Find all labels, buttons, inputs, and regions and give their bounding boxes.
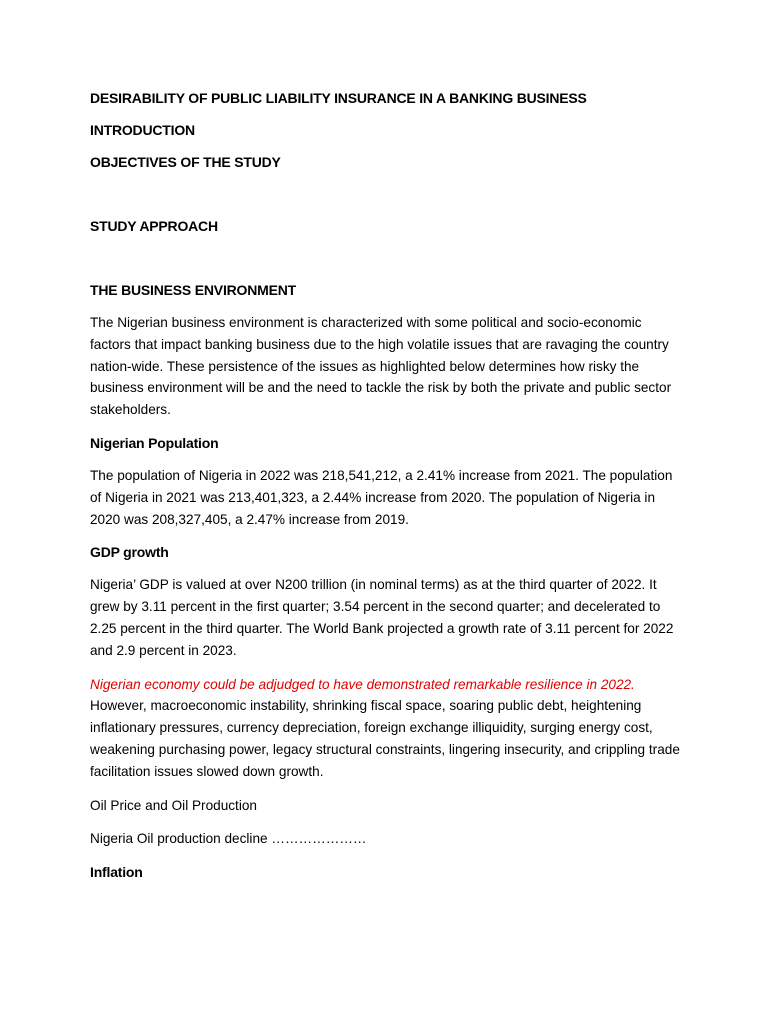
business-environment-heading: THE BUSINESS ENVIRONMENT (90, 282, 296, 298)
document-title: DESIRABILITY OF PUBLIC LIABILITY INSURANCE IN A BANKING BUSINESS (90, 90, 587, 106)
population-paragraph: The population of Nigeria in 2022 was 218,541,212, a 2.41% increase from 2021. The population of Nigeria in 2021 was 213,401,323, a 2.44% increase from 2020. The population of Nigeria in 2020 was 208,327,405, a 2.47% increase from 2019. (90, 467, 673, 527)
oil-decline-line: Nigeria Oil production decline ………………… (90, 831, 367, 847)
oil-heading: Oil Price and Oil Production (90, 797, 257, 813)
document-page (90, 88, 682, 882)
objectives-heading: OBJECTIVES OF THE STUDY (90, 154, 281, 170)
resilience-highlight: Nigerian economy could be adjudged to have demonstrated remarkable resilience in 2022. (90, 676, 635, 692)
inflation-heading: Inflation (90, 864, 143, 881)
business-environment-paragraph: The Nigerian business environment is characterized with some political and socio-economic factors that impact banking business due to the high volatile issues that are ravaging the country nation-wide. These persistence of the issues as highlighted below determines how risky the business environment will be and the need to tackle the risk by both the private and public sector stakeholders. (90, 315, 672, 418)
introduction-heading: INTRODUCTION (90, 122, 195, 138)
resilience-paragraph (90, 674, 682, 783)
gdp-paragraph: Nigeria’ GDP is valued at over N200 trillion (in nominal terms) as at the third quarter of 2022. It grew by 3.11 percent in the first quarter; 3.54 percent in the second quarter; and decelerated to 2.25 percent in the third quarter. The World Bank projected a growth rate of 3.11 percent for 2022 and 2.9 percent in 2023. (90, 577, 674, 658)
gdp-heading: GDP growth (90, 544, 169, 561)
population-heading: Nigerian Population (90, 434, 219, 451)
study-approach-heading: STUDY APPROACH (90, 218, 218, 234)
resilience-continuation: However, macroeconomic instability, shrinking fiscal space, soaring public debt, heightening inflationary pressures, currency depreciation, foreign exchange illiquidity, surging energy cost, weakening purchasing power, legacy structural constraints, lingering insecurity, and crippling trade facilitation issues slowed down growth. (90, 698, 680, 779)
